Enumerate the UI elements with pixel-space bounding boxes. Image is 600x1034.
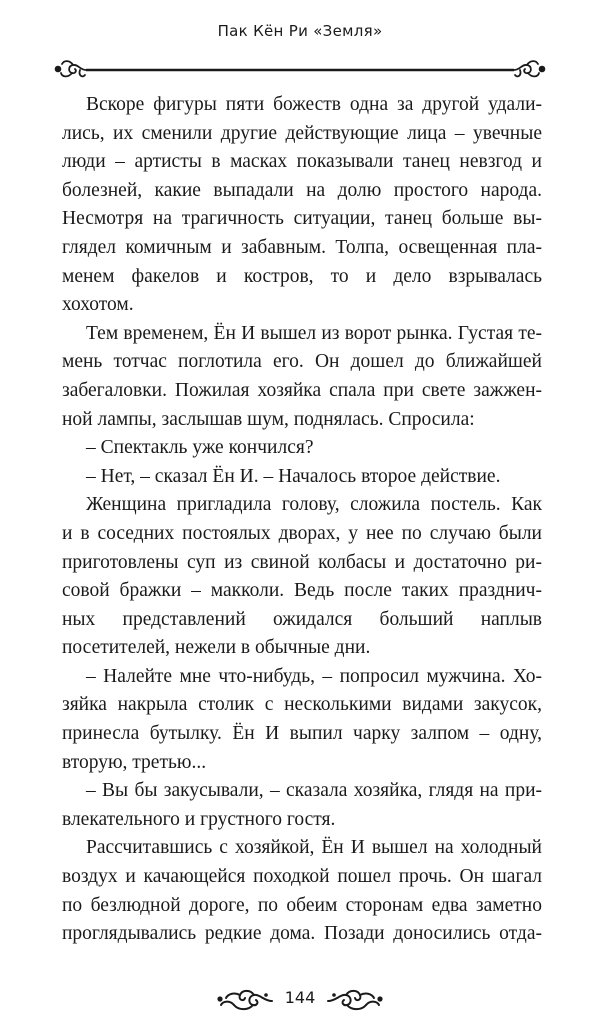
text-line: Тем временем, Ён И вышел из ворот рынка. Густая те- (86, 322, 542, 344)
footer-right-ornament-icon (324, 986, 386, 1014)
right-flourish-icon (514, 61, 544, 76)
text-line: по безлюдной дороге, по обеим сторонам едва заметно (62, 894, 542, 916)
text-line: и в соседних постоялых дворах, у нее по случаю были (62, 522, 542, 544)
text-line: – Спектакль уже кончился? (86, 437, 314, 459)
text-line: – Нет, – сказал Ён И. – Началось второе действие. (86, 465, 501, 487)
text-line: воздух и качающейся походкой пошел прочь. Он шагал (62, 866, 542, 888)
text-line: зяйка накрыла столик с несколькими видами закусок, (62, 694, 542, 716)
text-line: посетителей, нежели в обычные дни. (62, 637, 371, 659)
text-line: мень тотчас поглотила его. Он дошел до ближайшей (62, 351, 542, 373)
text-line: вторую, третью... (62, 751, 207, 773)
text-line: Рассчитавшись с хозяйкой, Ён И вышел на холодный (86, 837, 542, 859)
text-line: Несмотря на трагичность ситуации, танец больше вы- (62, 208, 542, 230)
header-ornamental-rule (52, 56, 548, 84)
page-header-title: Пак Кён Ри «Земля» (217, 22, 383, 40)
text-line: проглядывались редкие дома. Позади доносились отда- (62, 923, 542, 945)
text-line: болезней, какие выпадали на долю простого народа. (62, 179, 542, 201)
text-line: приготовлены суп из свиной колбасы и достаточно ри- (62, 551, 542, 573)
text-line: люди – артисты в масках показывали танец невзгод и (62, 151, 542, 173)
text-line: хохотом. (62, 294, 134, 316)
text-line: принесла бутылку. Ён И выпил чарку залпом – одну, (62, 723, 542, 745)
left-flourish-icon (56, 61, 86, 76)
text-line: совой бражки – макколи. Ведь после таких празднич- (62, 580, 542, 602)
text-line: менем факелов и костров, то и дело взрывалась (62, 265, 542, 287)
text-line: – Налейте мне что-нибудь, – попросил мужчина. Хо- (86, 665, 542, 687)
text-line: глядел комичным и забавным. Толпа, освещенная пла- (62, 236, 542, 258)
text-line: Вскоре фигуры пяти божеств одна за другой удали- (86, 94, 542, 115)
text-line: лись, их сменили другие действующие лица – увечные (62, 122, 542, 144)
text-line: забегаловки. Пожилая хозяйка спала при свете зажжен- (62, 379, 542, 401)
text-line: Женщина пригладила голову, сложила постель. Как (86, 494, 542, 516)
text-line: влекательного и грустного гостя. (62, 808, 336, 830)
body-text (62, 91, 542, 949)
text-line: ных представлений ожидался больший наплыв (62, 608, 542, 630)
text-line: ной лампы, заслышав шум, поднялась. Спросила: (62, 408, 475, 430)
text-line: – Вы бы закусывали, – сказала хозяйка, глядя на при- (86, 780, 542, 802)
page-footer (0, 984, 600, 1020)
footer-left-ornament-icon (214, 986, 276, 1014)
page-number: 144 (284, 988, 316, 1007)
